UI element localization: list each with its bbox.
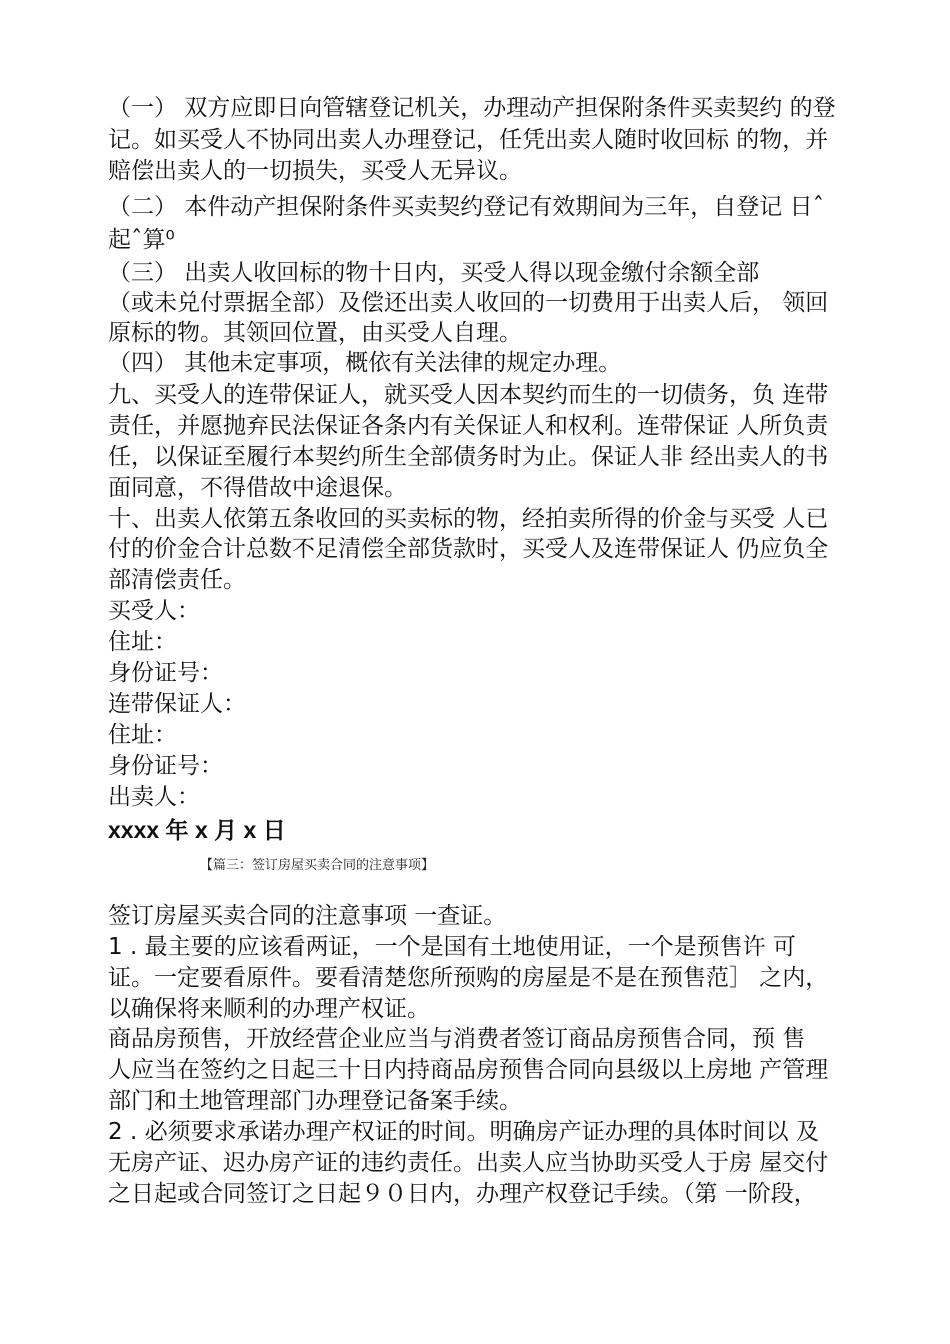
text-line: 赔偿出卖人的一切损失，买受人无异议。 — [108, 158, 522, 184]
text-line: 证。一定要看原件。要看清楚您所预购的房屋是不是在预售范］ 之内， — [108, 965, 829, 991]
text-line: 记。如买受人不协同出卖人办理登记，任凭出卖人随时收回标 的物，并 — [108, 127, 829, 153]
section-title: 签订房屋买卖合同的注意事项 一查证。 — [108, 903, 507, 929]
text-line: （一） 双方应即日向管辖登记机关，办理动产担保附条件买卖契约 的登 — [108, 95, 836, 121]
text-line: （二） 本件动产担保附条件买卖契约登记有效期间为三年，自登记 日ˆ — [108, 194, 825, 220]
signature-label: 身份证号： — [108, 660, 223, 686]
text-line: 人应当在签约之日起三十日内持商品房预售合同向县级以上房地 产管理 — [108, 1057, 829, 1083]
text-line: 付的价金合计总数不足清偿全部货款时，买受人及连带保证人 仍应负全 — [108, 536, 829, 562]
text-line: 之日起或合同签订之日起９０日内，办理产权登记手续。（第 一阶段， — [108, 1181, 817, 1207]
date-line: xxxx 年 x 月 x 日 — [108, 817, 286, 843]
section-caption: 【篇三：签订房屋买卖合同的注意事项】 — [200, 858, 435, 873]
text-line: 任，以保证至履行本契约所生全部债务时为止。保证人非 经出卖人的书 — [108, 444, 829, 470]
signature-label: 出卖人： — [108, 784, 200, 810]
signature-label: 连带保证人： — [108, 691, 246, 717]
signature-label: 买受人： — [108, 598, 200, 624]
text-line: 无房产证、迟办房产证的违约责任。出卖人应当协助买受人于房 屋交付 — [108, 1150, 829, 1176]
text-line: （三） 出卖人收回标的物十日内，买受人得以现金缴付余额全部 — [108, 260, 760, 286]
text-line: 2 . 必须要求承诺办理产权证的时间。明确房产证办理的具体时间以 及 — [108, 1119, 819, 1145]
text-line: 十、出卖人依第五条收回的买卖标的物，经拍卖所得的价金与买受 人已 — [108, 506, 829, 532]
text-line: 以确保将来顺利的办理产权证。 — [108, 996, 430, 1022]
text-line: 商品房预售，开放经营企业应当与消费者签订商品房预售合同，预 售 — [108, 1026, 806, 1052]
signature-label: 身份证号： — [108, 753, 223, 779]
text-line: 原标的物。其领回位置，由买受人自理。 — [108, 320, 522, 346]
text-line: 1 . 最主要的应该看两证，一个是国有土地使用证，一个是预售许 可 — [108, 934, 796, 960]
signature-label: 住址： — [108, 722, 177, 748]
text-line: 部清偿责任。 — [108, 567, 246, 593]
signature-label: 住址： — [108, 629, 177, 655]
text-line: 九、买受人的连带保证人，就买受人因本契约而生的一切债务，负 连带 — [108, 382, 829, 408]
text-line: 部门和土地管理部门办理登记备案手续。 — [108, 1088, 522, 1114]
text-line: 面同意，不得借故中途退保。 — [108, 475, 407, 501]
text-line: 责任，并愿抛弃民法保证各条内有关保证人和权利。连带保证 人所负责 — [108, 413, 829, 439]
text-line: （四） 其他未定事项，概依有关法律的规定办理。 — [108, 350, 622, 376]
text-line: （或未兑付票据全部）及偿还出卖人收回的一切费用于出卖人后， 领回 — [108, 290, 829, 316]
text-line: 起ˆ算⁰ — [108, 227, 175, 253]
